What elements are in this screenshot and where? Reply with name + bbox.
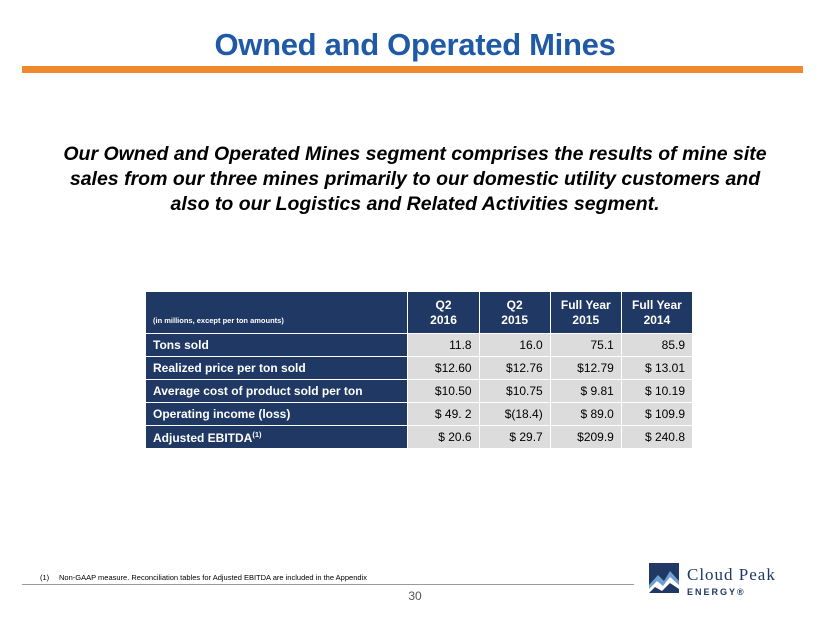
cell-value: $ 89.0 [550, 403, 621, 426]
table-header-row [146, 292, 693, 334]
logo-subtext: ENERGY® [687, 587, 746, 597]
cell-value: $ 13.01 [621, 357, 692, 380]
cell-value: $ 29.7 [479, 426, 550, 449]
cell-value: $(18.4) [479, 403, 550, 426]
intro-text: Our Owned and Operated Mines segment comprises the results of mine site sales from our three mines primarily to our domestic utility customers and also to our Logistics and Related Activities segment. [63, 143, 767, 215]
cell-value: 75.1 [550, 334, 621, 357]
cell-value: $12.79 [550, 357, 621, 380]
footnote [40, 573, 367, 582]
column-header-line2: 2014 [643, 312, 671, 327]
column-header-line2: 2016 [430, 312, 457, 327]
cell-value: $ 49. 2 [408, 403, 479, 426]
footer-divider [22, 584, 634, 585]
row-label: Average cost of product sold per ton [146, 380, 408, 403]
column-header-q2-2016 [408, 292, 479, 334]
cell-value: 85.9 [621, 334, 692, 357]
cell-value: $12.76 [479, 357, 550, 380]
column-header-line1: Full Year [632, 297, 682, 312]
cell-value: $ 20.6 [408, 426, 479, 449]
financial-table [145, 291, 693, 449]
cell-value: $ 240.8 [621, 426, 692, 449]
cell-value: 16.0 [479, 334, 550, 357]
row-label: Operating income (loss) [146, 403, 408, 426]
page-number: 30 [408, 589, 422, 603]
row-label: Realized price per ton sold [146, 357, 408, 380]
row-label: Tons sold [146, 334, 408, 357]
table-row [146, 334, 693, 357]
cell-value: $10.75 [479, 380, 550, 403]
table-row [146, 403, 693, 426]
slide-title: Owned and Operated Mines [214, 27, 616, 62]
footnote-number: (1) [40, 573, 50, 582]
title-accent-bar [22, 66, 803, 73]
column-header-fy-2014 [621, 292, 692, 334]
column-header-q2-2015 [479, 292, 550, 334]
table-row [146, 357, 693, 380]
units-note: (in millions, except per ton amounts) [146, 292, 408, 334]
table-row [146, 380, 693, 403]
cell-value: $12.60 [408, 357, 479, 380]
footnote-marker: (1) [252, 429, 262, 439]
company-logo [649, 563, 819, 603]
table-row [146, 426, 693, 449]
column-header-line1: Q2 [435, 297, 452, 312]
column-header-line1: Q2 [506, 297, 523, 312]
cell-value: $209.9 [550, 426, 621, 449]
cell-value: $ 109.9 [621, 403, 692, 426]
row-label-text: Adjusted EBITDA [153, 430, 253, 445]
cell-value: $ 9.81 [550, 380, 621, 403]
logo-wordmark: Cloud Peak [687, 565, 776, 584]
row-label [146, 426, 408, 449]
column-header-line2: 2015 [572, 312, 600, 327]
footnote-text: Non-GAAP measure. Reconciliation tables for Adjusted EBITDA are included in the Appendix [59, 573, 367, 582]
cell-value: $ 10.19 [621, 380, 692, 403]
mountain-peak-icon [649, 563, 679, 593]
column-header-fy-2015 [550, 292, 621, 334]
cell-value: $10.50 [408, 380, 479, 403]
column-header-line2: 2015 [501, 312, 528, 327]
cell-value: 11.8 [408, 334, 479, 357]
column-header-line1: Full Year [560, 297, 611, 312]
